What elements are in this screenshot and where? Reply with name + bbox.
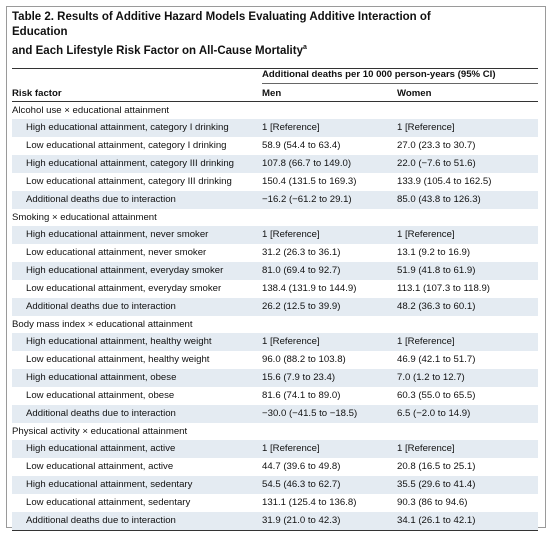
row-label: High educational attainment, active xyxy=(12,440,262,458)
women-value: 1 [Reference] xyxy=(397,333,538,351)
table-row xyxy=(12,262,538,280)
group-row xyxy=(12,423,538,440)
men-value: 54.5 (46.3 to 62.7) xyxy=(262,476,397,494)
men-value: 131.1 (125.4 to 136.8) xyxy=(262,497,357,509)
men-value: 138.4 (131.9 to 144.9) xyxy=(262,283,357,295)
row-label: High educational attainment, obese xyxy=(12,369,262,387)
women-value: 60.3 (55.0 to 65.5) xyxy=(397,390,476,402)
women-value: 13.1 (9.2 to 16.9) xyxy=(397,247,471,259)
row-label: Low educational attainment, category I drinking xyxy=(26,140,227,152)
women-value: 46.9 (42.1 to 51.7) xyxy=(397,354,476,366)
column-header-row xyxy=(12,85,538,102)
results-table xyxy=(12,68,538,531)
men-value: 15.6 (7.9 to 23.4) xyxy=(262,369,397,387)
table-row xyxy=(12,226,538,244)
women-value: 48.2 (36.3 to 60.1) xyxy=(397,298,538,316)
table-row xyxy=(12,387,538,405)
table-container xyxy=(12,10,538,531)
group-row xyxy=(12,209,538,226)
table-row xyxy=(12,512,538,531)
table-body xyxy=(12,101,538,530)
title-footnote-marker: a xyxy=(302,44,307,51)
table-row xyxy=(12,191,538,209)
table-row xyxy=(12,280,538,298)
row-label: Additional deaths due to interaction xyxy=(12,191,262,209)
women-value: 20.8 (16.5 to 25.1) xyxy=(397,461,476,473)
men-value: 1 [Reference] xyxy=(262,226,397,244)
women-value: 85.0 (43.8 to 126.3) xyxy=(397,191,538,209)
group-label: Physical activity × educational attainment xyxy=(12,423,538,440)
row-label: Low educational attainment, obese xyxy=(26,390,175,402)
men-value: −16.2 (−61.2 to 29.1) xyxy=(262,191,397,209)
women-value: 27.0 (23.3 to 30.7) xyxy=(397,140,476,152)
row-label: High educational attainment, category I drinking xyxy=(12,119,262,137)
women-value: 35.5 (29.6 to 41.4) xyxy=(397,476,538,494)
title-line-2: and Each Lifestyle Risk Factor on All-Cause Mortality xyxy=(12,44,303,57)
row-label: Low educational attainment, sedentary xyxy=(26,497,191,509)
group-label: Smoking × educational attainment xyxy=(12,209,538,226)
table-row xyxy=(12,476,538,494)
men-value: 44.7 (39.6 to 49.8) xyxy=(262,461,341,473)
group-label: Alcohol use × educational attainment xyxy=(12,101,538,119)
table-row xyxy=(12,173,538,191)
group-row xyxy=(12,101,538,119)
men-value: 31.2 (26.3 to 36.1) xyxy=(262,247,341,259)
row-label: High educational attainment, sedentary xyxy=(12,476,262,494)
women-value: 6.5 (−2.0 to 14.9) xyxy=(397,405,538,423)
row-label: Low educational attainment, healthy weight xyxy=(26,354,210,366)
table-row xyxy=(12,333,538,351)
women-value: 90.3 (86 to 94.6) xyxy=(397,497,468,509)
men-value: 81.0 (69.4 to 92.7) xyxy=(262,262,397,280)
women-value: 1 [Reference] xyxy=(397,119,538,137)
title-line-1: Table 2. Results of Additive Hazard Models Evaluating Additive Interaction of Education xyxy=(12,11,431,38)
table-title xyxy=(12,10,452,59)
row-label: Low educational attainment, never smoker xyxy=(26,247,207,259)
group-row xyxy=(12,316,538,333)
men-value: 150.4 (131.5 to 169.3) xyxy=(262,176,357,188)
women-value: 133.9 (105.4 to 162.5) xyxy=(397,176,492,188)
table-row xyxy=(12,119,538,137)
column-header-women: Women xyxy=(397,88,432,100)
men-value: 96.0 (88.2 to 103.8) xyxy=(262,354,346,366)
women-value: 1 [Reference] xyxy=(397,440,538,458)
men-value: 31.9 (21.0 to 42.3) xyxy=(262,512,397,531)
row-label: Additional deaths due to interaction xyxy=(12,405,262,423)
table-row xyxy=(12,369,538,387)
women-value: 34.1 (26.1 to 42.1) xyxy=(397,512,538,531)
row-label: Low educational attainment, everyday smoker xyxy=(26,283,222,295)
women-value: 51.9 (41.8 to 61.9) xyxy=(397,262,538,280)
table-row xyxy=(12,351,538,369)
spanning-header-row xyxy=(12,69,538,85)
table-row xyxy=(12,244,538,262)
row-label: Additional deaths due to interaction xyxy=(12,298,262,316)
table-row xyxy=(12,155,538,173)
bottom-rule xyxy=(12,530,538,531)
men-value: 58.9 (54.4 to 63.4) xyxy=(262,140,341,152)
table-row xyxy=(12,137,538,155)
group-label: Body mass index × educational attainment xyxy=(12,316,538,333)
men-value: −30.0 (−41.5 to −18.5) xyxy=(262,405,397,423)
row-label: High educational attainment, everyday smoker xyxy=(12,262,262,280)
table-row xyxy=(12,405,538,423)
column-header-risk-factor: Risk factor xyxy=(12,88,62,100)
row-label: Low educational attainment, category III drinking xyxy=(26,176,232,188)
row-label: Low educational attainment, active xyxy=(26,461,174,473)
women-value: 7.0 (1.2 to 12.7) xyxy=(397,369,538,387)
women-value: 1 [Reference] xyxy=(397,226,538,244)
table-row xyxy=(12,458,538,476)
men-value: 107.8 (66.7 to 149.0) xyxy=(262,155,397,173)
row-label: High educational attainment, healthy weight xyxy=(12,333,262,351)
men-value: 1 [Reference] xyxy=(262,119,397,137)
column-header-men: Men xyxy=(262,88,282,100)
women-value: 113.1 (107.3 to 118.9) xyxy=(397,283,490,295)
men-value: 81.6 (74.1 to 89.0) xyxy=(262,390,341,402)
table-row xyxy=(12,440,538,458)
table-row xyxy=(12,298,538,316)
men-value: 1 [Reference] xyxy=(262,333,397,351)
table-row xyxy=(12,494,538,512)
row-label: High educational attainment, category III drinking xyxy=(12,155,262,173)
men-value: 1 [Reference] xyxy=(262,440,397,458)
spanning-header: Additional deaths per 10 000 person-years (95% CI) xyxy=(262,69,538,85)
women-value: 22.0 (−7.6 to 51.6) xyxy=(397,155,538,173)
men-value: 26.2 (12.5 to 39.9) xyxy=(262,298,397,316)
row-label: Additional deaths due to interaction xyxy=(12,512,262,531)
row-label: High educational attainment, never smoker xyxy=(12,226,262,244)
